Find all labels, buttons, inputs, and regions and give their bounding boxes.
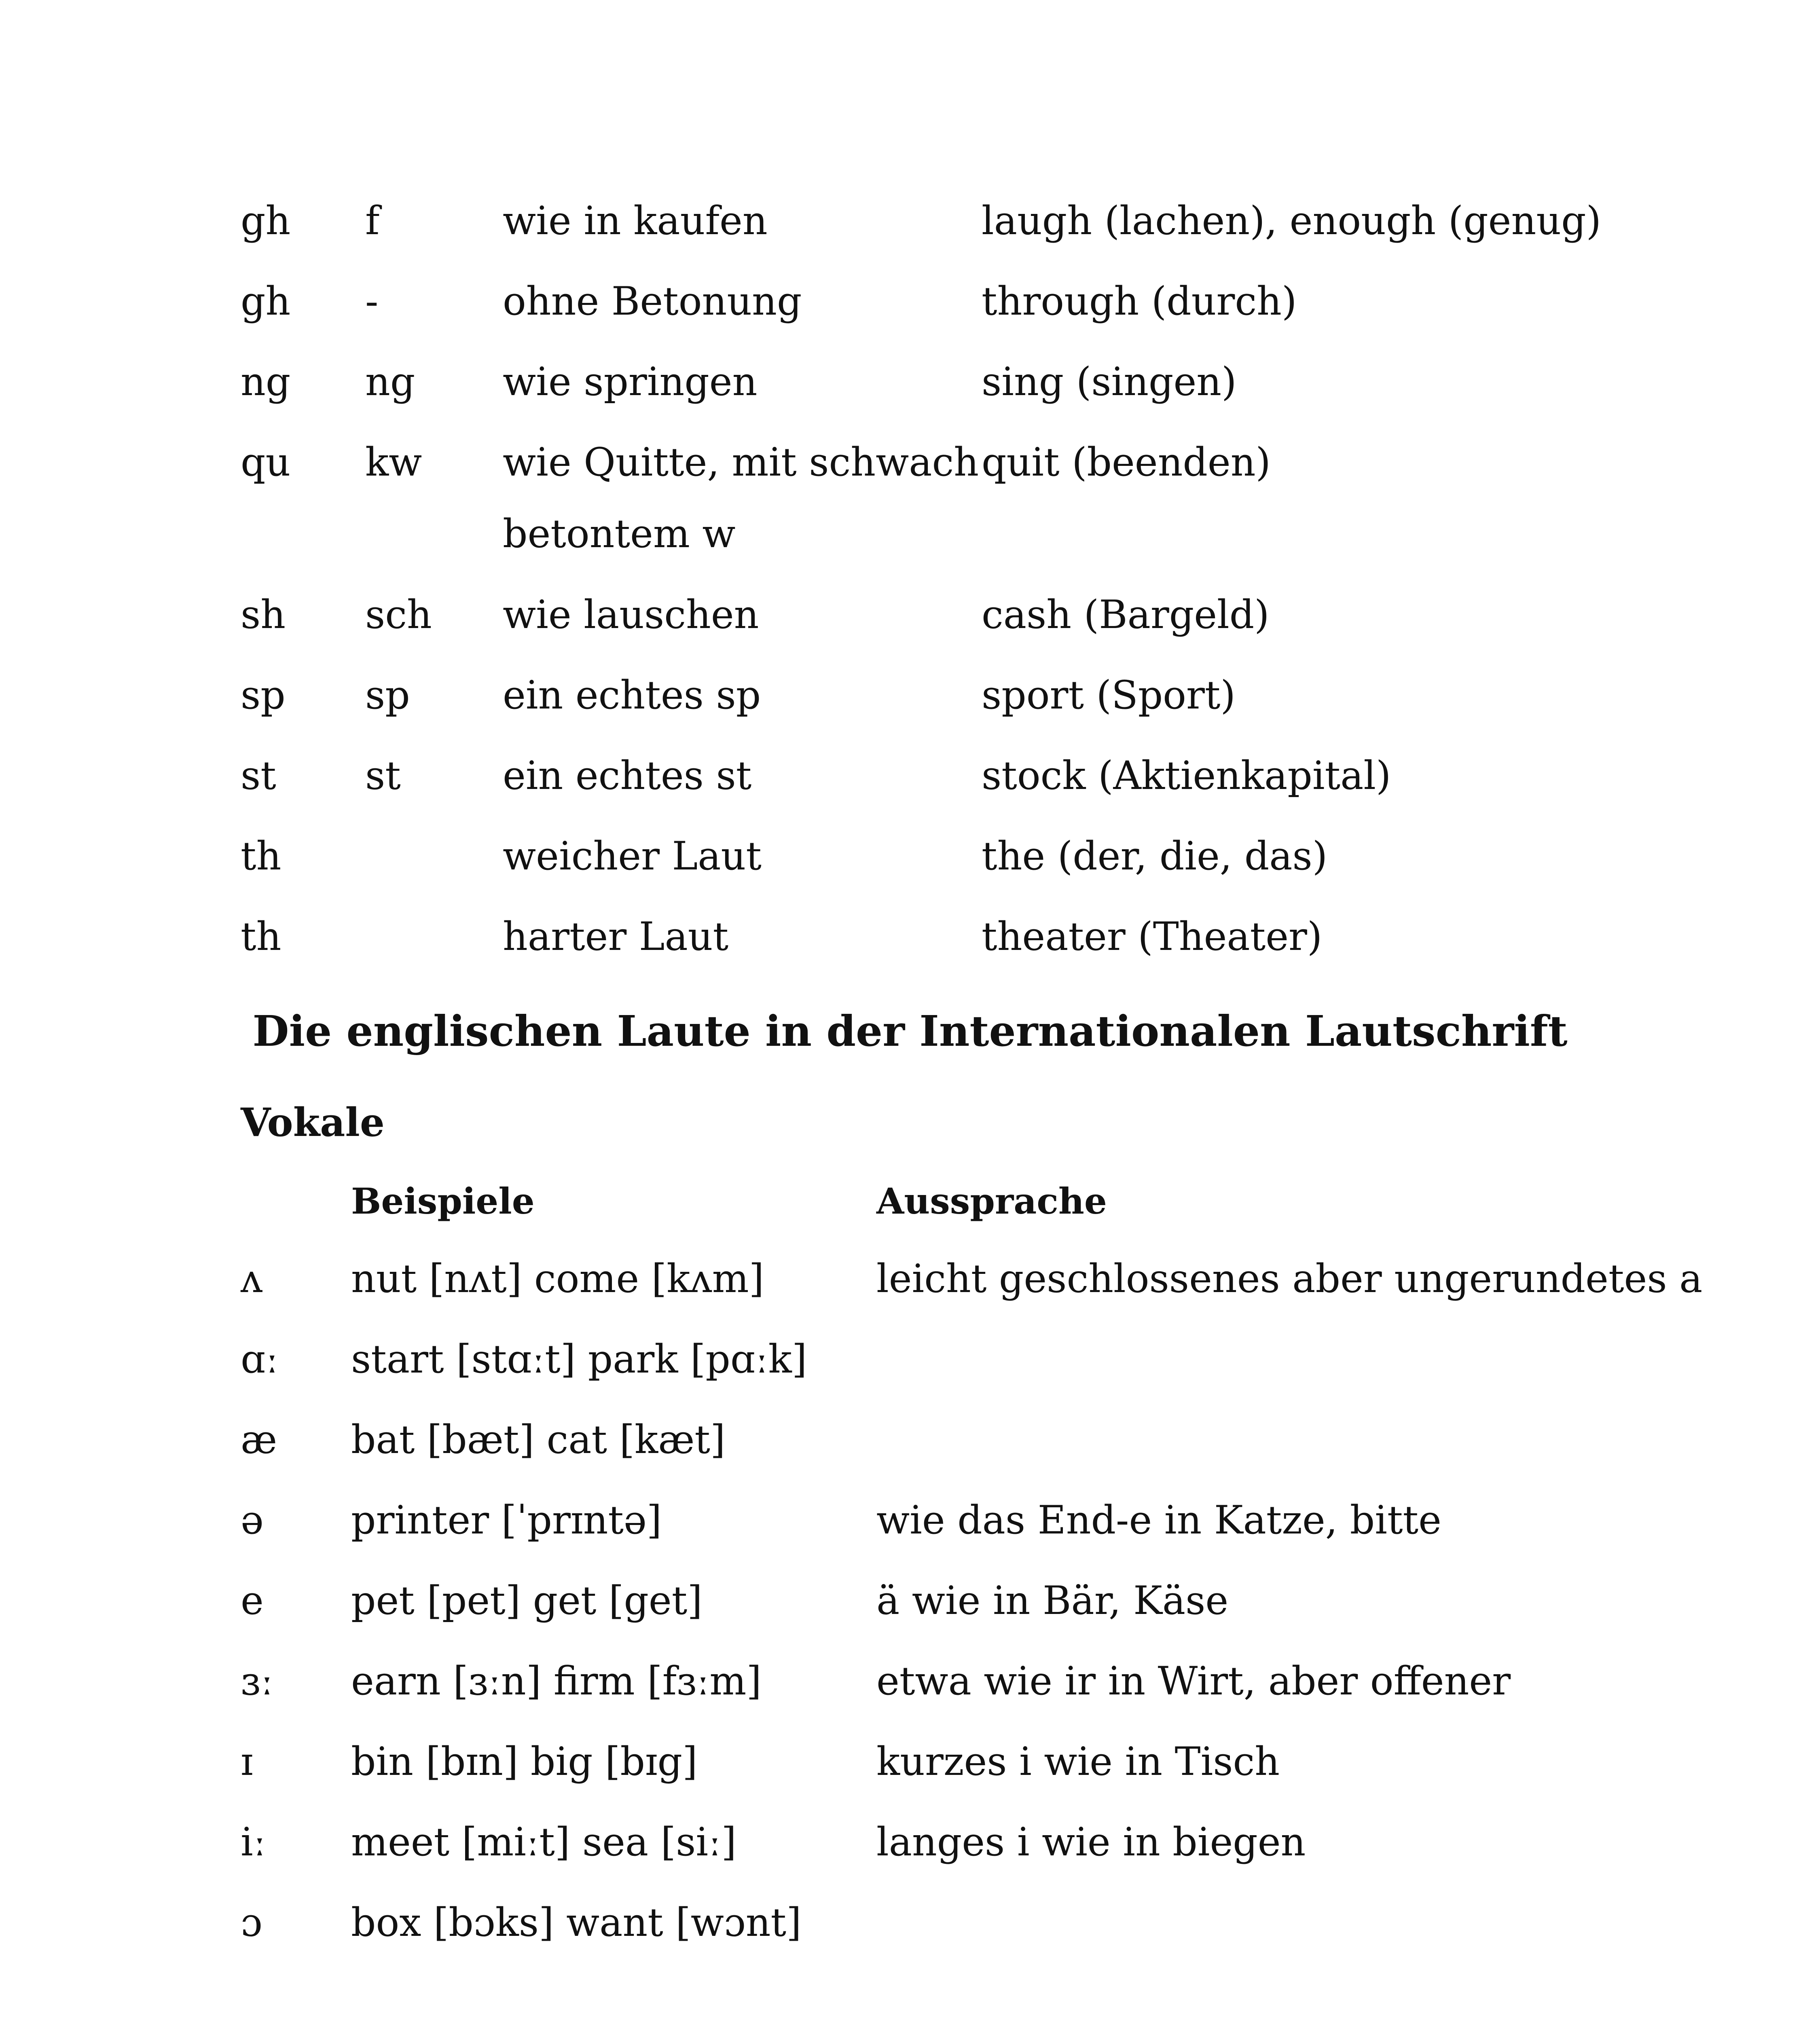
vowel-examples: earn [ɜːn] firm [fɜːm]: [351, 1658, 762, 1704]
consonant-spelling: th: [241, 914, 281, 959]
consonant-example: cash (Bargeld): [982, 592, 1270, 637]
vowel-pronunciation: kurzes i wie in Tisch: [876, 1739, 1280, 1784]
column-header-pronunciation: Aussprache: [876, 1180, 1107, 1222]
consonant-sound: st: [365, 753, 401, 798]
vowel-examples: bat [bæt] cat [kæt]: [351, 1417, 726, 1462]
consonant-description: wie lauschen: [503, 592, 759, 637]
vowel-examples: bin [bɪn] big [bɪg]: [351, 1739, 698, 1784]
vowel-pronunciation: wie das End-e in Katze, bitte: [876, 1497, 1441, 1543]
vowel-pronunciation: etwa wie ir in Wirt, aber offener: [876, 1658, 1511, 1704]
vowel-symbol: ɑː: [241, 1337, 279, 1382]
vowel-pronunciation: ä wie in Bär, Käse: [876, 1578, 1229, 1623]
consonant-example: sport (Sport): [982, 673, 1236, 718]
consonant-spelling: gh: [241, 279, 291, 324]
consonant-description: wie Quitte, mit schwach: [503, 440, 979, 485]
vowel-examples: pet [pet] get [get]: [351, 1578, 703, 1623]
vowel-examples: meet [miːt] sea [siː]: [351, 1819, 736, 1865]
consonant-sound: -: [365, 279, 379, 324]
consonant-description: ohne Betonung: [503, 279, 802, 324]
vowel-symbol: e: [241, 1578, 264, 1623]
consonant-example: stock (Aktienkapital): [982, 753, 1391, 798]
consonant-example: laugh (lachen), enough (genug): [982, 198, 1602, 243]
consonant-description: wie in kaufen: [503, 198, 768, 243]
consonant-description: ein echtes st: [503, 753, 752, 798]
consonant-sound: ng: [365, 359, 415, 404]
vowel-examples: start [stɑːt] park [pɑːk]: [351, 1337, 807, 1382]
vowel-symbol: ʌ: [241, 1256, 263, 1301]
consonant-sound: sch: [365, 592, 432, 637]
column-header-examples: Beispiele: [351, 1180, 535, 1222]
consonant-spelling: th: [241, 833, 281, 879]
consonant-example: through (durch): [982, 279, 1297, 324]
vowel-symbol: iː: [241, 1819, 267, 1865]
consonant-example: quit (beenden): [982, 440, 1271, 485]
vowel-symbol: ə: [241, 1497, 264, 1543]
consonant-example: sing (singen): [982, 359, 1237, 404]
consonant-spelling: sh: [241, 592, 286, 637]
section-title: Die englischen Laute in der Internationalen Lautschrift: [252, 1006, 1568, 1056]
consonant-description-continued: betontem w: [503, 511, 736, 556]
vowel-symbol: ɜː: [241, 1658, 274, 1704]
vowel-pronunciation: leicht geschlossenes aber ungerundetes a: [876, 1256, 1703, 1301]
consonant-description: weicher Laut: [503, 833, 762, 879]
vowel-pronunciation: langes i wie in biegen: [876, 1819, 1306, 1865]
consonant-example: the (der, die, das): [982, 833, 1328, 879]
consonant-description: ein echtes sp: [503, 673, 761, 718]
consonant-spelling: sp: [241, 673, 286, 718]
consonant-sound: f: [365, 198, 380, 243]
consonant-description: wie springen: [503, 359, 758, 404]
consonant-spelling: qu: [241, 440, 291, 485]
consonant-example: theater (Theater): [982, 914, 1323, 959]
vowels-heading: Vokale: [241, 1100, 385, 1145]
vowel-examples: box [bɔks] want [wɔnt]: [351, 1900, 802, 1945]
consonant-description: harter Laut: [503, 914, 729, 959]
vowel-symbol: ɪ: [241, 1739, 253, 1784]
consonant-sound: sp: [365, 673, 410, 718]
vowel-examples: nut [nʌt] come [kʌm]: [351, 1256, 764, 1301]
vowel-symbol: æ: [241, 1417, 277, 1462]
vowel-symbol: ɔ: [241, 1900, 262, 1945]
consonant-spelling: st: [241, 753, 276, 798]
vowel-examples: printer [ˈprɪntə]: [351, 1497, 662, 1543]
consonant-spelling: ng: [241, 359, 291, 404]
consonant-spelling: gh: [241, 198, 291, 243]
consonant-sound: kw: [365, 440, 422, 485]
